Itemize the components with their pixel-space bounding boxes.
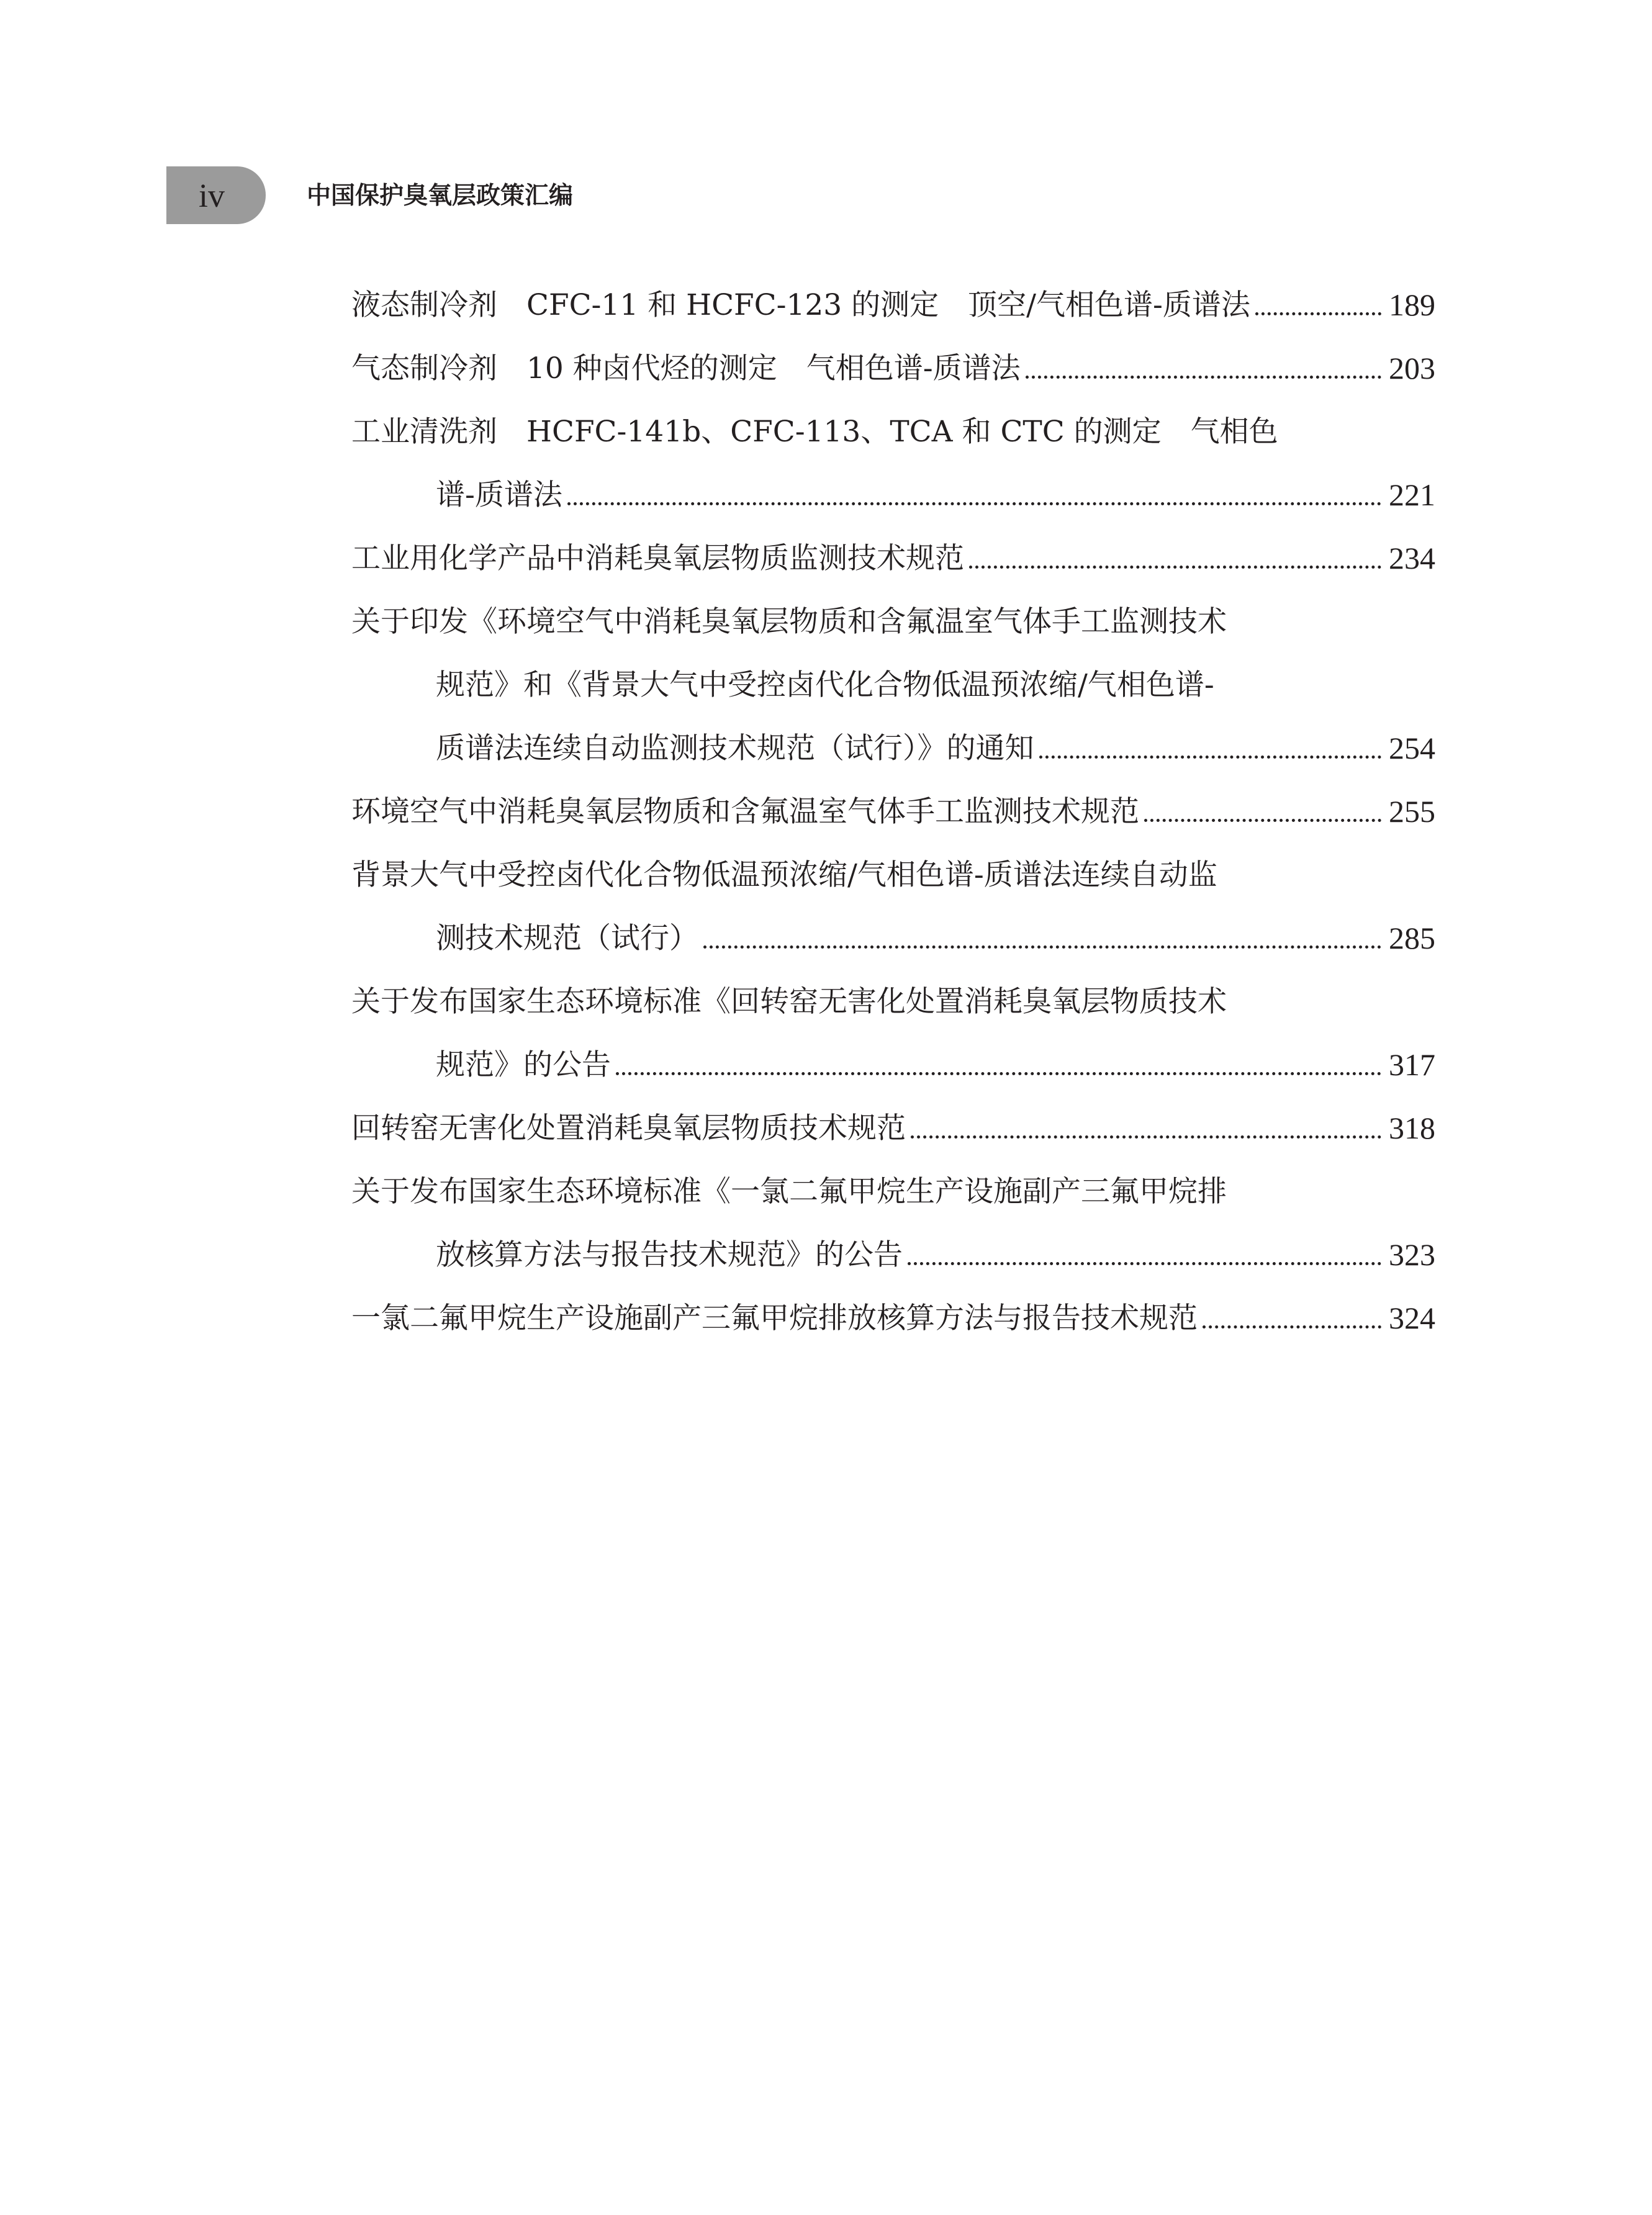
toc-entry[interactable] xyxy=(351,843,1435,970)
dot-leader xyxy=(1144,819,1381,822)
toc-entry-line xyxy=(351,843,1435,906)
dot-leader xyxy=(908,1262,1381,1265)
toc-entry-line xyxy=(351,1286,1435,1350)
toc-page-number: 317 xyxy=(1389,1047,1435,1082)
toc-entry-title: 一氯二氟甲烷生产设施副产三氟甲烷排放核算方法与报告技术规范 xyxy=(351,1301,1198,1335)
toc-entry-line xyxy=(351,1096,1435,1160)
toc-entry[interactable] xyxy=(351,780,1435,843)
toc-entry[interactable] xyxy=(351,400,1435,526)
toc-entry-title: 环境空气中消耗臭氧层物质和含氟温室气体手工监测技术规范 xyxy=(351,794,1139,829)
dot-leader xyxy=(969,566,1381,569)
toc-entry-line xyxy=(351,336,1435,400)
toc-entry[interactable] xyxy=(351,1286,1435,1350)
toc-entry[interactable] xyxy=(351,1160,1435,1286)
toc-entry[interactable] xyxy=(351,526,1435,590)
toc-page-number: 324 xyxy=(1389,1301,1435,1335)
toc-page-number: 318 xyxy=(1389,1111,1435,1145)
toc-page-number: 255 xyxy=(1389,794,1435,829)
book-title: 中国保护臭氧层政策汇编 xyxy=(307,182,574,210)
toc-entry-title: 气态制冷剂 10 种卤代烃的测定 气相色谱-质谱法 xyxy=(351,351,1021,386)
toc-entry-title: 关于发布国家生态环境标准《一氯二氟甲烷生产设施副产三氟甲烷排 xyxy=(351,1174,1227,1209)
toc-entry-line xyxy=(351,273,1435,336)
toc-entry-line xyxy=(351,653,1435,716)
toc-page-number: 254 xyxy=(1389,731,1435,765)
dot-leader xyxy=(1039,756,1382,759)
dot-leader xyxy=(911,1135,1381,1139)
toc-entry-title: 关于发布国家生态环境标准《回转窑无害化处置消耗臭氧层物质技术 xyxy=(351,984,1227,1019)
dot-leader xyxy=(1255,312,1381,315)
toc-entry-line xyxy=(351,970,1435,1033)
dot-leader xyxy=(1026,376,1381,379)
toc-entry[interactable] xyxy=(351,1096,1435,1160)
toc-page-number: 203 xyxy=(1389,351,1435,386)
toc-entry-title: 背景大气中受控卤代化合物低温预浓缩/气相色谱-质谱法连续自动监 xyxy=(351,857,1217,892)
toc-entry-line xyxy=(351,780,1435,843)
toc-entry[interactable] xyxy=(351,273,1435,336)
toc-entry-line xyxy=(351,906,1435,970)
toc-entry-line xyxy=(351,1033,1435,1096)
dot-leader xyxy=(1203,1325,1381,1329)
page-number-tab xyxy=(166,166,266,224)
toc-entry-line xyxy=(351,590,1435,653)
toc-entry-line xyxy=(351,716,1435,780)
toc-entry-line xyxy=(351,400,1435,463)
toc-entry-line xyxy=(351,526,1435,590)
toc-entry[interactable] xyxy=(351,336,1435,400)
toc-entry-title: 谱-质谱法 xyxy=(436,477,562,512)
table-of-contents xyxy=(351,273,1435,1350)
toc-entry-title: 工业用化学产品中消耗臭氧层物质监测技术规范 xyxy=(351,541,964,575)
dot-leader xyxy=(567,502,1381,505)
toc-entry-line xyxy=(351,1160,1435,1223)
toc-entry-title: 质谱法连续自动监测技术规范（试行）》的通知 xyxy=(436,731,1034,765)
toc-entry-title: 关于印发《环境空气中消耗臭氧层物质和含氟温室气体手工监测技术 xyxy=(351,604,1227,639)
toc-entry-title: 工业清洗剂 HCFC-141b、CFC-113、TCA 和 CTC 的测定 气相色 xyxy=(351,414,1278,449)
dot-leader xyxy=(703,945,1381,949)
toc-entry[interactable] xyxy=(351,590,1435,780)
dot-leader xyxy=(616,1072,1381,1075)
toc-entry-title: 回转窑无害化处置消耗臭氧层物质技术规范 xyxy=(351,1111,906,1145)
toc-page-number: 323 xyxy=(1389,1237,1435,1272)
toc-page-number: 285 xyxy=(1389,921,1435,955)
toc-page-number: 234 xyxy=(1389,541,1435,575)
toc-page-number: 189 xyxy=(1389,287,1435,322)
toc-entry-title: 液态制冷剂 CFC-11 和 HCFC-123 的测定 顶空/气相色谱-质谱法 xyxy=(351,287,1250,322)
toc-page-number: 221 xyxy=(1389,477,1435,512)
toc-entry-title: 规范》和《背景大气中受控卤代化合物低温预浓缩/气相色谱- xyxy=(436,667,1214,702)
toc-entry[interactable] xyxy=(351,970,1435,1096)
toc-entry-title: 放核算方法与报告技术规范》的公告 xyxy=(436,1237,903,1272)
toc-entry-line xyxy=(351,463,1435,526)
toc-entry-line xyxy=(351,1223,1435,1286)
toc-entry-title: 规范》的公告 xyxy=(436,1047,611,1082)
page-number: iv xyxy=(199,176,225,214)
toc-entry-title: 测技术规范（试行） xyxy=(436,921,698,955)
